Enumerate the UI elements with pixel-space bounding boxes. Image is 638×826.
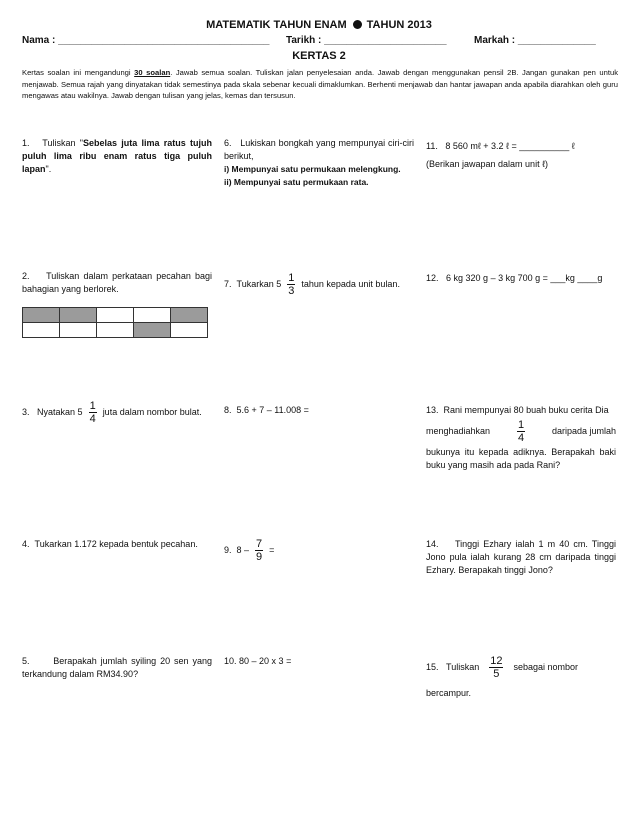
q15-numerator: 12 <box>490 655 503 667</box>
q1-post: ". <box>45 164 52 174</box>
q13-pre: menghadiahkan <box>426 426 491 436</box>
grid-cell <box>23 323 60 338</box>
page-title <box>0 19 638 31</box>
q14-number: 14. <box>426 539 439 549</box>
tarikh-field <box>286 35 447 46</box>
q12-text: 6 kg 320 g – 3 kg 700 g = ___kg ____g <box>446 273 603 283</box>
q13-number: 13. <box>426 405 439 415</box>
q6-condition-2: ii) Mempunyai satu permukaan rata. <box>224 177 369 187</box>
grid-cell <box>97 323 134 338</box>
q13-denominator: 4 <box>517 432 525 444</box>
question-8 <box>224 404 414 417</box>
markah-field <box>474 35 596 46</box>
q7-number: 7. <box>224 278 232 289</box>
q8-text: 5.6 + 7 – 11.008 = <box>236 405 309 415</box>
q6-number: 6. <box>224 138 232 148</box>
q2-text: Tuliskan dalam perkataan pecahan bagi bahagian yang berlorek. <box>22 271 212 294</box>
question-7 <box>224 272 424 297</box>
q13-line-2 <box>426 419 616 444</box>
q7-pre: Tukarkan 5 <box>236 278 282 289</box>
tarikh-line: ______________________ <box>324 35 447 46</box>
q9-fraction <box>255 538 263 563</box>
q11-note: (Berikan jawapan dalam unit ℓ) <box>426 159 548 169</box>
question-6 <box>224 137 414 189</box>
question-3 <box>22 400 217 425</box>
q9-post: = <box>269 544 275 555</box>
q7-post: tahun kepada unit bulan. <box>301 278 400 289</box>
tarikh-label: Tarikh : <box>286 35 322 46</box>
grid-cell-shaded <box>134 323 171 338</box>
instructions-count: 30 soalan <box>134 68 171 77</box>
q13-text-1: Rani mempunyai 80 buah buku cerita Dia <box>443 405 609 415</box>
q11-number: 11. <box>426 141 438 151</box>
grid-cell <box>171 323 208 338</box>
q1-pre: Tuliskan " <box>42 138 83 148</box>
q6-condition-1: i) Mempunyai satu permukaan melengkung. <box>224 164 401 174</box>
question-5 <box>22 655 212 681</box>
nama-line: ______________________________________ <box>58 35 270 46</box>
q14-text: Tinggi Ezhary ialah 1 m 40 cm. Tinggi Jono pula ialah kurang 28 cm daripada tinggi Ezhary. Berapakah tinggi Jono? <box>426 539 616 575</box>
q6-text: Lukiskan bongkah yang mempunyai ciri-ciri berikut, <box>224 138 414 161</box>
q15-line-2: bercampur. <box>426 688 472 698</box>
question-2 <box>22 270 212 296</box>
q7-denominator: 3 <box>288 285 295 297</box>
grid-cell <box>134 308 171 323</box>
grid-cell-shaded <box>60 308 97 323</box>
q5-text: Berapakah jumlah syiling 20 sen yang terkandung dalam RM34.90? <box>22 656 212 679</box>
q15-denominator: 5 <box>489 667 503 680</box>
q3-post: juta dalam nombor bulat. <box>102 406 202 417</box>
question-1 <box>22 137 212 176</box>
q13-fraction <box>517 419 525 444</box>
q12-number: 12. <box>426 273 439 283</box>
q13-numerator: 1 <box>517 419 525 431</box>
markah-line: ______________ <box>517 35 596 46</box>
grid-cell <box>97 308 134 323</box>
question-4 <box>22 538 217 551</box>
nama-field <box>22 35 269 46</box>
q13-line-1 <box>426 404 616 417</box>
q8-number: 8. <box>224 405 232 415</box>
instructions <box>22 67 618 102</box>
instructions-before: Kertas soalan ini mengandungi <box>22 68 135 77</box>
shaded-grid <box>22 307 208 338</box>
question-9 <box>224 538 414 563</box>
q3-number: 3. <box>22 406 30 417</box>
grid-cell <box>60 323 97 338</box>
q9-numerator: 7 <box>256 538 263 550</box>
q15-pre: Tuliskan <box>446 661 480 672</box>
nama-label: Nama : <box>22 35 56 46</box>
q10-text: 80 – 20 x 3 = <box>239 656 292 666</box>
q9-denominator: 9 <box>256 551 263 563</box>
q4-text: Tukarkan 1.172 kepada bentuk pecahan. <box>34 539 198 549</box>
question-14 <box>426 538 616 577</box>
question-10 <box>224 655 414 668</box>
q9-number: 9. <box>224 544 232 555</box>
markah-label: Markah : <box>474 35 516 46</box>
question-15 <box>426 655 616 700</box>
q2-number: 2. <box>22 271 30 281</box>
q15-post: sebagai nombor <box>513 661 579 672</box>
q13-text-3: bukunya itu kepada adiknya. Berapakah baki buku yang masih ada pada Rani? <box>426 447 616 470</box>
paper-label: KERTAS 2 <box>292 50 346 62</box>
grid-cell-shaded <box>171 308 208 323</box>
q10-number: 10. <box>224 656 237 666</box>
title-left: MATEMATIK TAHUN ENAM <box>206 19 347 31</box>
q11-text: 8 560 mℓ + 3.2 ℓ = __________ ℓ <box>445 141 575 151</box>
q9-pre: 8 – <box>236 544 250 555</box>
q3-pre: Nyatakan 5 <box>37 406 83 417</box>
q4-number: 4. <box>22 539 30 549</box>
question-11 <box>426 140 621 171</box>
question-13 <box>426 404 616 472</box>
question-12 <box>426 272 621 285</box>
q7-fraction <box>287 272 295 297</box>
grid-cell-shaded <box>23 308 60 323</box>
q15-fraction <box>489 655 503 680</box>
q1-bold-text: Sebelas juta lima ratus tujuh puluh lima ribu enam ratus tiga puluh lapan <box>22 138 212 174</box>
q13-post: daripada jumlah <box>551 426 616 436</box>
q7-numerator: 1 <box>288 272 295 284</box>
q15-number: 15. <box>426 661 439 672</box>
instructions-after: . Jawab semua soalan. Tuliskan jalan penyelesaian anda. Jawab dengan menggunakan pensil 2B. Jangan gunakan pen untuk menjawab. Semua rajah yang dinyatakan tidak semestinya pada skala sebenar kecuali dimaklumkan. Berhenti menjawab dan hantar jawapan anda apabila diarahkan oleh guru mengawas atau wakilnya. Jawab dengan tulisan yang jelas, kemas dan tersusun. <box>22 68 618 100</box>
q3-denominator: 4 <box>89 413 96 425</box>
q3-numerator: 1 <box>89 400 96 412</box>
q1-number: 1. <box>22 138 30 148</box>
q5-number: 5. <box>22 656 30 666</box>
q15-line-1 <box>426 655 616 680</box>
bullet-dot-icon <box>353 20 362 29</box>
q3-fraction <box>89 400 97 425</box>
title-right: TAHUN 2013 <box>366 19 432 31</box>
